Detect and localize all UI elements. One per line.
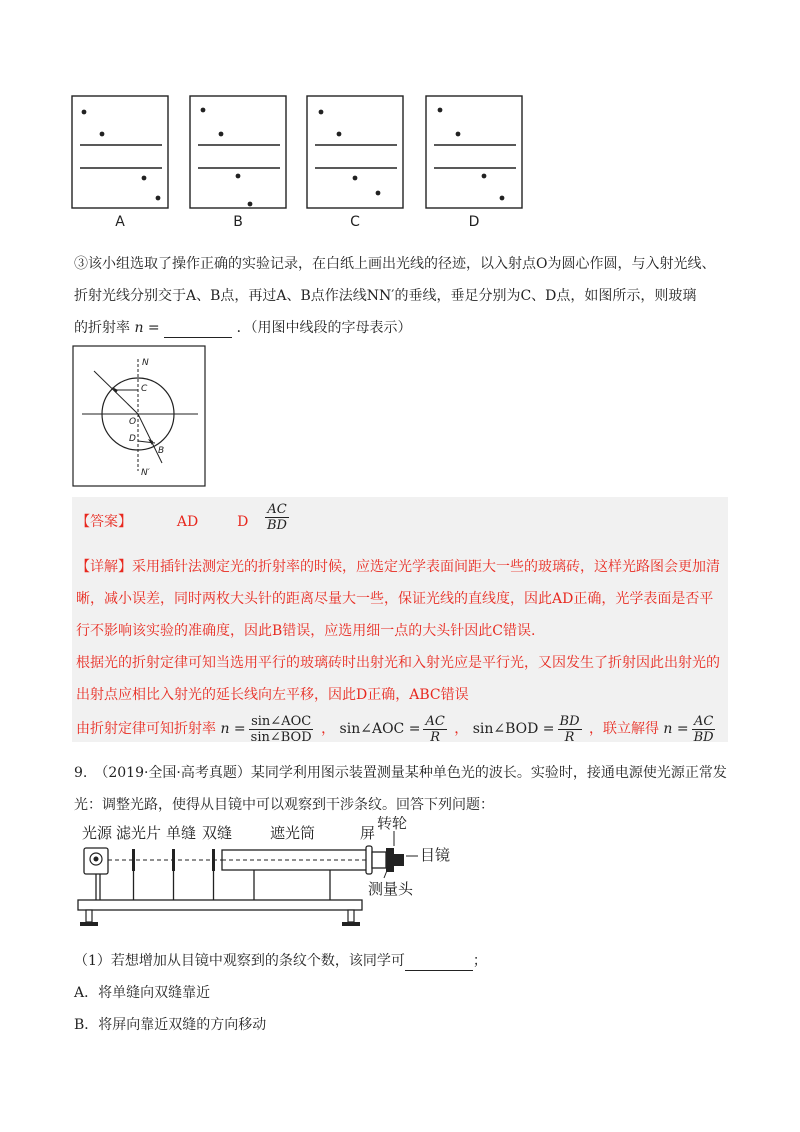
q9-option-b: B．将屏向靠近双缝的方向移动 bbox=[74, 1017, 267, 1033]
detail-line-2: 晰，减小误差，同时两枚大头针的距离尽量大一些，保证光线的直线度，因此AD正确，光学表面是否平 bbox=[76, 591, 714, 607]
q9-answer-blank[interactable] bbox=[405, 955, 473, 971]
answer-row bbox=[76, 512, 248, 532]
q9-line-1: 9. （2019·全国·高考真题）某同学利用图示装置测量某种单色光的波长。实验时，接通电源使光源正常发 bbox=[74, 765, 727, 781]
answer-fraction bbox=[262, 502, 292, 533]
label-wheel: 转轮 bbox=[377, 816, 408, 832]
q9-sub-1: （1）若想增加从目镜中观察到的条纹个数，该同学可 ； bbox=[74, 953, 487, 969]
label-filter: 滤光片 bbox=[116, 824, 162, 842]
detail-line-3: 行不影响该实验的准确度，因此B错误，应选用细一点的大头针因此C错误. bbox=[76, 623, 536, 639]
label-light-source: 光源 bbox=[82, 824, 113, 842]
answer-label: 【答案】 bbox=[76, 514, 132, 530]
label-double-slit: 双缝 bbox=[202, 824, 233, 842]
detail-line-5: 出射点应相比入射光的延长线向左平移，因此D正确，ABC错误 bbox=[76, 687, 469, 703]
label-eyepiece: 目镜 bbox=[420, 846, 451, 864]
option-label-b: B bbox=[233, 214, 243, 230]
option-label-c: C bbox=[350, 214, 360, 230]
q3-n-symbol: n = bbox=[134, 320, 160, 336]
option-figure-d bbox=[426, 96, 522, 208]
detail-label: 【详解】 bbox=[76, 559, 132, 575]
label-d: D bbox=[129, 434, 136, 444]
label-n-prime: N′ bbox=[141, 468, 150, 478]
label-single-slit: 单缝 bbox=[166, 824, 197, 842]
detail-line-6: 由折射定律可知折射率 n = $\frac{\text{sin∠AOC}}{\text{sin∠BOD}}$ ， sin∠AOC = $\frac{AC}{R}$ ， sin∠BOD = $\frac{BD}{R}$ ，联立解得 n = $\frac{AC}{BD}$ bbox=[76, 712, 719, 746]
answer-frac-den: BD bbox=[267, 518, 287, 533]
refraction-circle-figure bbox=[72, 345, 206, 487]
equation-3: sin∠BOD = $\frac{BD}{R}$ bbox=[472, 713, 580, 745]
q3-line-2: 折射光线分别交于A、B点，再过A、B点作法线NN′的垂线，垂足分别为C、D点，如图所示，则玻璃 bbox=[74, 288, 697, 304]
option-label-d: D bbox=[468, 214, 480, 230]
answer-block bbox=[72, 497, 728, 745]
equation-2: sin∠AOC = $\frac{AC}{R}$ bbox=[339, 713, 445, 745]
option-figure-c bbox=[307, 96, 403, 208]
answer-blank[interactable] bbox=[164, 322, 232, 338]
option-label-a: A bbox=[115, 214, 125, 230]
option-figure-a bbox=[72, 96, 168, 208]
detail-line-4: 根据光的折射定律可知当选用平行的玻璃砖时出射光和入射光应是平行光，又因发生了折射因此出射光的 bbox=[76, 655, 720, 671]
q3-line-3-prefix: 的折射率 bbox=[74, 320, 130, 336]
answer-frac-num: AC bbox=[267, 502, 287, 517]
q3-line-3-suffix: ．（用图中线段的字母表示） bbox=[236, 320, 412, 336]
label-measuring-head: 测量头 bbox=[368, 880, 414, 898]
interference-apparatus bbox=[72, 816, 482, 934]
option-figure-b bbox=[190, 96, 286, 208]
detail-line-1: 【详解】采用插针法测定光的折射率的时候，应选定光学表面间距大一些的玻璃砖，这样光路图会更加清 bbox=[76, 559, 720, 575]
label-n: N bbox=[142, 358, 149, 368]
option-figures bbox=[60, 88, 560, 236]
label-screen: 屏 bbox=[360, 824, 376, 842]
equation-1: n = $\frac{\text{sin∠AOC}}{\text{sin∠BOD}}$ bbox=[220, 713, 312, 745]
equation-4: n = $\frac{AC}{BD}$ bbox=[663, 713, 714, 745]
q3-line-1: ③该小组选取了操作正确的实验记录，在白纸上画出光线的径迹，以入射点O为圆心作圆，与入射光线、 bbox=[74, 256, 716, 272]
label-b: B bbox=[158, 446, 165, 456]
label-c: C bbox=[141, 384, 148, 394]
label-o: O bbox=[129, 417, 137, 427]
answer-2: D bbox=[237, 514, 249, 530]
answer-1: AD bbox=[176, 514, 199, 530]
q9-option-a: A．将单缝向双缝靠近 bbox=[74, 985, 211, 1001]
q9-line-2: 光：调整光路，使得从目镜中可以观察到干涉条纹。回答下列问题： bbox=[74, 797, 494, 813]
label-tube: 遮光筒 bbox=[270, 824, 316, 842]
q3-line-3 bbox=[74, 318, 412, 338]
